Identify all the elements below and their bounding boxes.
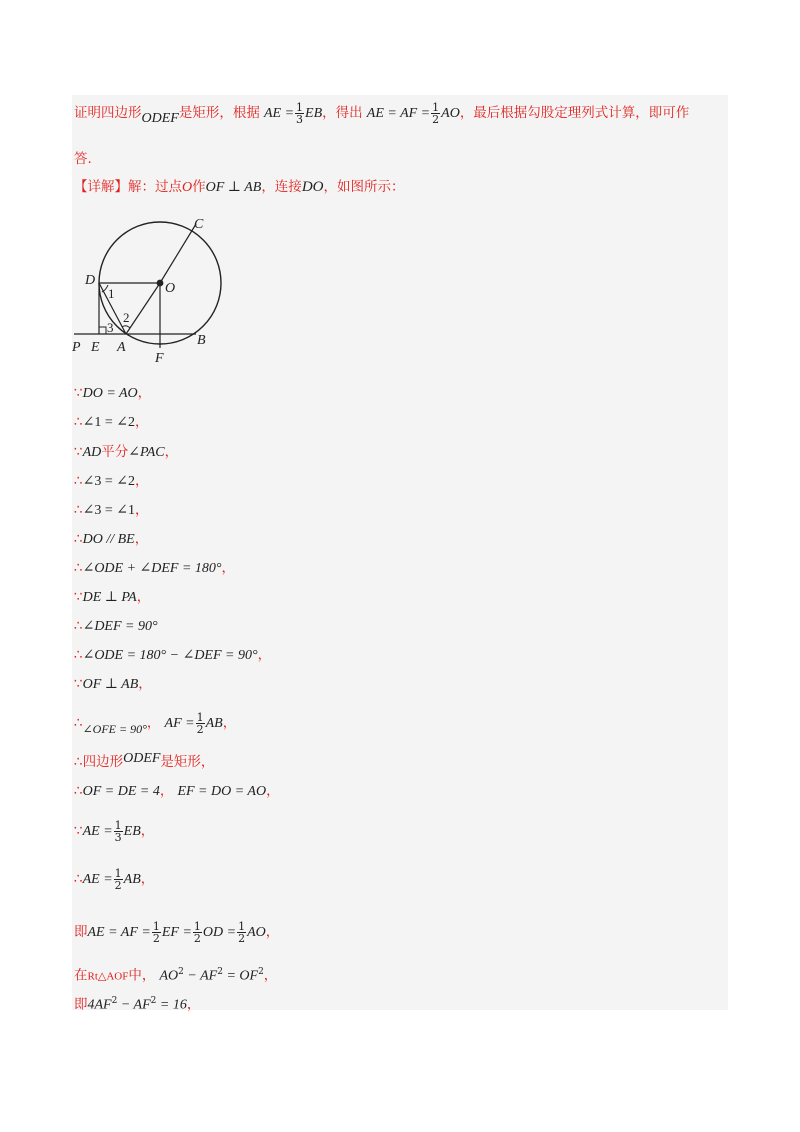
step-5: ∴∠3 = ∠1， [74, 502, 149, 518]
segment-oc [160, 224, 196, 283]
detail-line: 【详解】解：过点O作OF ⊥ AB，连接DO，如图所示： [74, 179, 405, 195]
label-a: A [117, 340, 126, 355]
step-6: ∴DO // BE， [74, 531, 149, 547]
center-point-o [157, 280, 164, 287]
label-d: D [85, 273, 96, 288]
step-16: ∴AE = $\frac{1}{2}$ AB， [74, 867, 155, 892]
right-angle-mark [99, 327, 106, 334]
step-11: ∵OF ⊥ AB， [74, 676, 152, 692]
segment-ao [126, 283, 160, 334]
step-19: 即$4AF^2 - AF^2 = 16$， [74, 996, 201, 1013]
label-3: 3 [107, 320, 114, 335]
label-c: C [194, 217, 204, 232]
step-3: ∵AD平分∠PAC， [74, 444, 179, 460]
geometry-figure [66, 206, 246, 366]
label-1: 1 [108, 286, 115, 301]
step-14: ∴OF = DE = 4， EF = DO = AO， [74, 783, 280, 799]
label-p: P [72, 340, 81, 355]
step-7: ∴∠ODE + ∠DEF = 180°， [74, 560, 236, 576]
step-9: ∴∠DEF = 90° [74, 618, 158, 634]
step-17: 即AE = AF = $\frac{1}{2}$ EF = $\frac{1}{2}$ OD = $\frac{1}{2}$ AO， [74, 920, 280, 945]
intro-line: 证明四边形ODEF是矩形，根据 AE = $\frac{1}{3}$ EB，得出 AE = AF = $\frac{1}{2}$ AO，最后根据勾股定理列式计算，即可作 [74, 101, 690, 126]
intro-line-2: 答. [74, 151, 92, 167]
step-18: 在Rt△AOF中， $AO^2 - AF^2 = OF^2$， [74, 967, 278, 984]
step-8: ∵DE ⊥ PA， [74, 589, 151, 605]
label-e: E [91, 340, 100, 355]
label-f: F [155, 351, 164, 366]
step-2: ∴∠1 = ∠2， [74, 414, 149, 430]
label-2: 2 [123, 310, 130, 325]
step-15: ∵AE = $\frac{1}{3}$ EB， [74, 819, 155, 844]
step-4: ∴∠3 = ∠2， [74, 473, 149, 489]
label-o: O [165, 281, 176, 296]
step-1: ∵DO = AO， [74, 385, 152, 401]
label-b: B [197, 333, 206, 348]
step-13: ∴四边形ODEF是矩形， [74, 751, 215, 770]
step-12: ∴∠OFE = 90°， AF = $\frac{1}{2}$ AB， [74, 711, 237, 736]
step-10: ∴∠ODE = 180° − ∠DEF = 90°， [74, 647, 272, 663]
